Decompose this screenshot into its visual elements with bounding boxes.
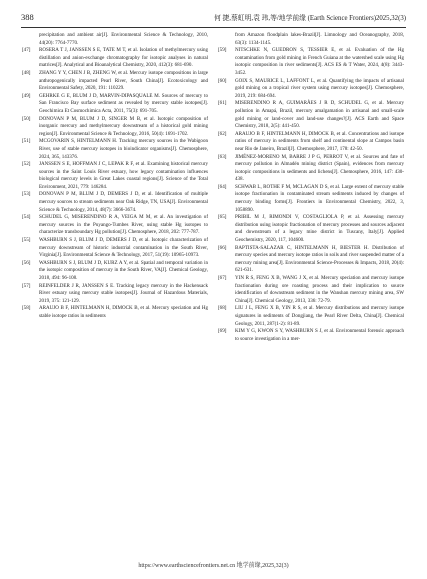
reference-number: [53]: [22, 191, 31, 198]
reference-number: [51]: [22, 138, 31, 145]
reference-number: [56]: [22, 259, 31, 266]
reference-entry: [22, 47, 208, 70]
reference-text: from Amazon floodplain lakes-Brazil[J]. Limnology and Oceanography, 2018, 63(3): 1134-1145.: [235, 32, 404, 46]
reference-entry: [218, 328, 404, 343]
reference-number: [63]: [218, 153, 227, 160]
reference-number: [67]: [218, 275, 227, 281]
reference-entry: [218, 47, 404, 77]
reference-number: [48]: [22, 69, 31, 76]
reference-text: ZHANG Y Y, CHEN J B, ZHENG W, et al. Mercury isotope compositions in large anthropogenically impacted Pearl River, South China[J]. Ecotoxicology and Environmental Safety, 2020, 191: 110229.: [39, 69, 208, 92]
reference-entry: [22, 305, 208, 320]
reference-text: DONOVAN P M, BLUM J D, SINGER M B, et al. Isotopic composition of inorganic mercury and methylmercury downstream of a historical gold mining region[J]. Environmental Science & Technology, 2016, 50(4): 1691-1702.: [39, 115, 208, 137]
reference-number: [69]: [218, 328, 227, 335]
reference-number: [62]: [218, 130, 227, 137]
reference-text: SCHWAB L, ROTHE F M, MCLAGAN D S, et al. Large extent of mercury stable isotope fractionation in contaminated stream sediments induced by changes of mercury binding forms[J]. Frontiers in Environmental Chemistry, 2022, 3, 1058890.: [235, 183, 404, 213]
reference-text: DONOVAN P M, BLUM J D, DEMERS J D, et al. Identification of multiple mercury sources to stream sediments near Oak Ridge, TN, USA[J]. Environmental Science & Technology, 2014, 48(7): 3666-3674.: [39, 191, 208, 213]
reference-entry: [218, 131, 404, 154]
reference-text: ARAUJO B F, HINTELMANN H, DIMOCK B, et al. Concentrations and isotope ratios of mercury in sediments from shelf and continental slope at Campos basin near Rio de Janeiro, Brazil[J]. Chemosphere, 2017, 178: 42-50.: [235, 130, 404, 152]
reference-text: LIU J L, FENG X B, YIN R S, et al. Mercury distributions and mercury isotope signatures in sediments of Dongjiang, the Pearl River Delta, China[J]. Chemical Geology, 2011, 287(1-2): 81-89.: [235, 305, 404, 327]
reference-entry: [218, 305, 404, 328]
reference-entry: [218, 275, 404, 305]
reference-entry: [22, 116, 208, 139]
reference-text: ROSERA T J, JANSSEN S E, TATE M T, et al. Isolation of methylmercury using distillation and anion-exchange chromatography for isotopic analyses in natural matrices[J]. Analytical and Bioanalytical Chemistry, 2020, 412(3): 681-690.: [39, 47, 208, 69]
reference-number: [65]: [218, 214, 227, 221]
reference-text: MCGOVARIN S, HINTELMANN H. Tracking mercury sources in the Wabigoon River, use of stable mercury isotopes in bioindicator organisms[J]. Chemosphere, 2024, 365, 143376.: [39, 138, 208, 160]
reference-text: WASHBURN S J, BLUM J D, DEMERS J D, et al. Isotopic characterization of mercury downstream of historic industrial contamination in the South River, Virginia[J]. Environmental Science & Technology, 2017, 51(19): 10965-10973.: [39, 237, 208, 259]
reference-entry: [218, 78, 404, 101]
reference-text: precipitation and ambient air[J]. Environmental Science & Technology, 2010, 44(20): 7764-7770.: [39, 32, 208, 46]
reference-entry: [22, 32, 208, 47]
running-header: 何 捷,蔡虹明,袁 玮,等/地学前缘 (Earth Science Frontiers)2025,32(3): [214, 15, 406, 22]
reference-number: [55]: [22, 237, 31, 244]
reference-entry: [22, 161, 208, 191]
reference-number: [49]: [22, 92, 31, 99]
reference-number: [57]: [22, 282, 31, 289]
reference-entry: [22, 191, 208, 214]
reference-text: SCHUDEL G, MISERENDINO R A, VEIGA M M, et al. An investigation of mercury sources in the Puyango-Tumbes River, using stable Hg isotopes to characterize transboundary Hg pollution[J]. Chemosphere, 2018, 202: 777-787.: [39, 214, 208, 236]
reference-number: [50]: [22, 115, 31, 122]
reference-entry: [218, 245, 404, 275]
reference-text: YIN R S, FENG X B, WANG J X, et al. Mercury speciation and mercury isotope fractionation during ore roasting process and their implication to source identification of downstream sediment in the Wanshan mercury mining area, SW China[J]. Chemical Geology, 2013, 336: 72-79.: [235, 275, 404, 304]
reference-text: JANSSEN S E, HOFFMAN J C, LEPAK R F, et al. Examining historical mercury sources in the Saint Louis River estuary, how legacy contamination influences biological mercury levels in Great Lakes coastal regions[J]. Science of the Total Environment, 2021, 779: 146284.: [39, 161, 208, 190]
reference-entry: [218, 32, 404, 47]
reference-text: PRIBIL M J, RIMONDI V, COSTAGLIOLA P, et al. Assessing mercury distribution using isotopic fractionation of mercury processes and sources adjacent and downstream of a legacy mine district in Tuscany, Italy[J]. Applied Geochemistry, 2020, 117, 104600.: [235, 214, 404, 244]
reference-number: [60]: [218, 77, 227, 84]
reference-entry: [22, 138, 208, 161]
reference-number: [61]: [218, 100, 227, 107]
reference-number: [68]: [218, 305, 227, 312]
reference-text: MISERENDINO R A, GUIMARÃES J R D, SCHUDEL G, et al. Mercury pollution in Amapá, Brazil, mercury amalgamation in artisanal and small-scale gold mining or land-cover and land-use changes?[J]. ACS Earth and Space Chemistry, 2018, 2(5): 441-450.: [235, 100, 404, 130]
left-column: [22, 32, 208, 550]
right-column: [218, 32, 404, 550]
reference-entry: [22, 214, 208, 237]
reference-entry: [218, 214, 404, 244]
reference-entry: [218, 184, 404, 214]
reference-text: NITSCHKE N, GUEDRON S, TESSIER E, et al. Evaluation of the Hg contamination from gold mining in French Guiana at the watershed scale using Hg isotopic composition in river sediments[J]. ACS ES & T Water, 2024, 4(8): 3443-3452.: [235, 47, 404, 76]
reference-text: ARAUJO B F, HINTELMANN H, DIMOCK B, et al. Mercury speciation and Hg stable isotope ratios in sediments: [39, 305, 208, 319]
reference-number: [66]: [218, 244, 227, 251]
reference-text: WASHBURN S J, BLUM J D, KURZ A Y, et al. Spatial and temporal variation in the isotopic composition of mercury in the South River, VA[J]. Chemical Geology, 2018, 494: 96-108.: [39, 259, 208, 281]
reference-entry: [218, 154, 404, 184]
reference-entry: [22, 260, 208, 283]
reference-number: [58]: [22, 305, 31, 312]
reference-entry: [22, 70, 208, 93]
reference-entry: [22, 237, 208, 260]
reference-entry: [22, 93, 208, 116]
header-rule: [21, 27, 406, 28]
reference-number: [54]: [22, 214, 31, 221]
page-footer: https://www.earthsciencefrontiers.net.cn 地学前缘,2025,32(3): [138, 563, 289, 569]
reference-number: [52]: [22, 161, 31, 168]
reference-text: KIM Y G, KWON S Y, WASHBURN S J, et al. Environmental forensic approach to source investigation in a mer-: [235, 328, 404, 342]
reference-number: [59]: [218, 47, 227, 54]
reference-number: [64]: [218, 183, 227, 190]
reference-text: BAPTISTA-SALAZAR C, HINTELMANN H, BIESTER H. Distribution of mercury species and mercury isotope ratios in soils and river suspended matter of a mercury mining area[J]. Environmental Science-Processes & Impacts, 2018, 20(4): 621-631.: [235, 244, 404, 274]
reference-entry: [22, 283, 208, 306]
reference-text: REINFELDER J R, JANSSEN S E. Tracking legacy mercury in the Hackensack River estuary using mercury stable isotopes[J]. Journal of Hazardous Materials, 2019, 375: 121-129.: [39, 282, 208, 304]
reference-entry: [218, 100, 404, 130]
reference-number: [47]: [22, 47, 31, 54]
page-number: 388: [21, 12, 34, 22]
reference-text: GEHRKE G E, BLUM J D, MARVIN-DIPASQUALE M. Sources of mercury to San Francisco Bay surface sediment as revealed by mercury stable isotopes[J]. Geochimica Et Cosmochimica Acta, 2011, 75(3): 691-705.: [39, 92, 208, 114]
reference-text: GOIX S, MAURICE L, LAFFONT L, et al. Quantifying the impacts of artisanal gold mining on a tropical river system using mercury isotopes[J]. Chemosphere, 2019, 219: 684-694.: [235, 77, 404, 99]
reference-text: JIMÉNEZ-MORENO M, BARRE J P G, PERROT V, et al. Sources and fate of mercury pollution in Almadén mining district (Spain), evidences from mercury isotopic compositions in sediments and lichens[J]. Chemosphere, 2016, 147: 430-438.: [235, 153, 404, 183]
